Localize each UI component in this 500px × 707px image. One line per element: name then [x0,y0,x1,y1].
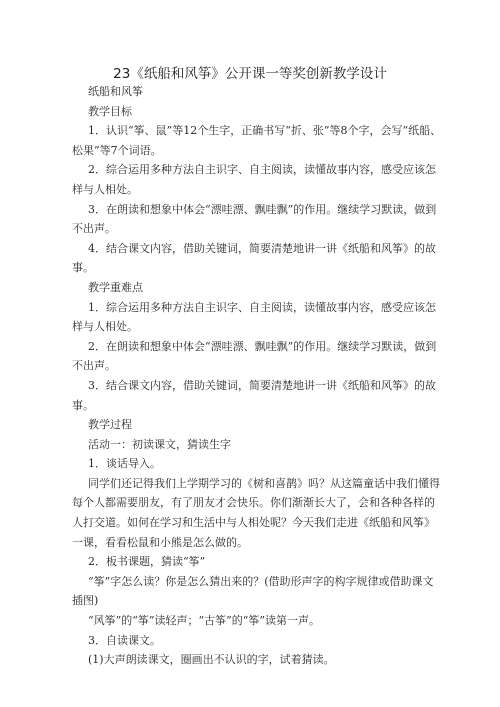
key-point-2: 2．在朗读和想象中体会“漂哇漂、飘哇飘”的作用。继续学习默读，做到不出声。 [72,339,437,373]
activity-1-heading: 活动一：初读课文，猜读生字 [88,437,231,451]
step-3-item-1: (1)大声朗读课文，圈画出不认识的字，试着猜读。 [88,653,335,667]
step-2-body-pronunciation: “风筝”的“筝”读轻声；“古筝”的“筝”读第一声。 [88,614,320,628]
step-1-body: 同学们还记得我们上学期学习的《树和喜鹊》吗？从这篇童话中我们懂得每个人都需要朋友，有了朋友才会快乐。你们渐渐长大了，会和各种各样的人打交道。如何在学习和生活中与人相处呢？今天我们走进《纸船和风筝》一课，看看松鼠和小熊是怎么做的。 [72,476,440,549]
section-heading-key-points: 教学重难点 [88,280,143,294]
objective-4: 4．结合课文内容，借助关键词，简要清楚地讲一讲《纸船和风筝》的故事。 [72,241,436,275]
step-2-body-question: “筝”字怎么读？你是怎么猜出来的？(借助形声字的构字规律或借助课文插图) [72,574,434,608]
step-3-heading: 3．自读课文。 [88,633,161,647]
objective-1: 1．认识“筝、鼠”等12个生字，正确书写“折、张”等8个字，会写“纸船、松果”等7个词语。 [72,124,442,157]
key-point-1: 1．综合运用多种方法自主识字、自主阅读，读懂故事内容，感受应该怎样与人相处。 [72,300,436,334]
objective-2: 2．综合运用多种方法自主识字、自主阅读，读懂故事内容，感受应该怎样与人相处。 [72,163,436,196]
step-2-heading: 2．板书课题，猜读“筝” [88,555,206,569]
section-heading-process: 教学过程 [88,418,132,432]
section-heading-objectives: 教学目标 [88,104,132,118]
step-1-heading: 1．谈话导入。 [88,457,161,471]
objective-3: 3．在朗读和想象中体会“漂哇漂、飘哇飘”的作用。继续学习默读，做到不出声。 [72,202,437,236]
document-title: 23《纸船和风筝》公开课一等奖创新教学设计 [113,66,387,82]
lesson-name: 纸船和风筝 [88,85,143,98]
key-point-3: 3．结合课文内容，借助关键词，简要清楚地讲一讲《纸船和风筝》的故事。 [72,378,436,412]
document-body [72,82,442,670]
